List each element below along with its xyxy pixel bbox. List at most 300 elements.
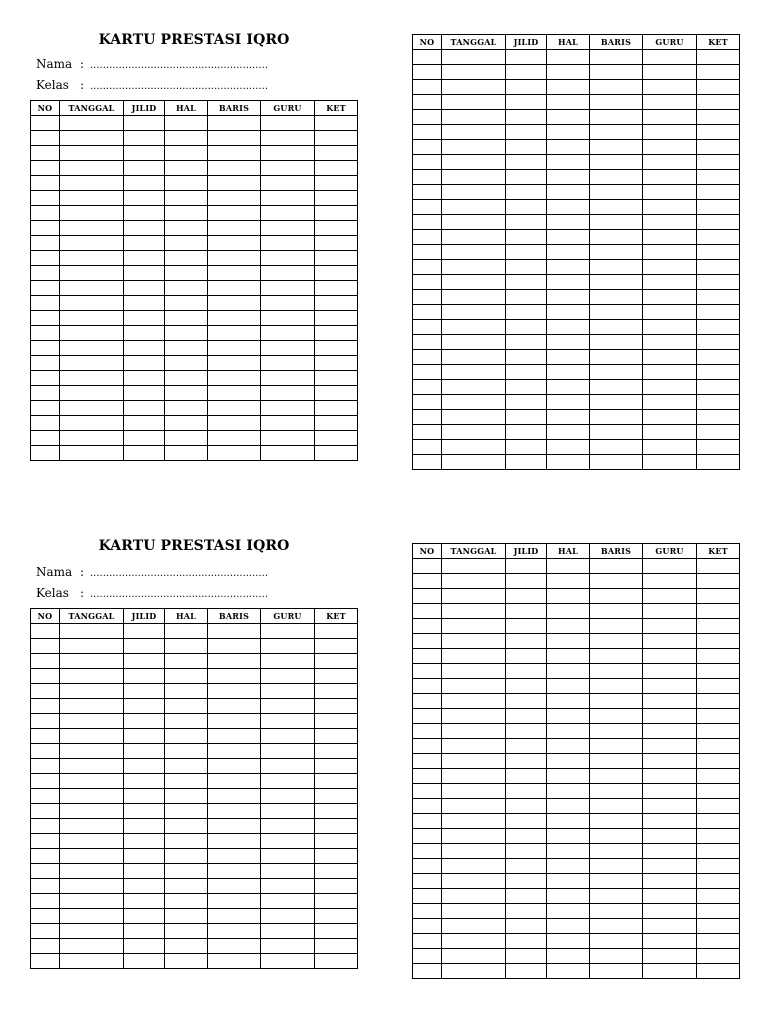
cell-hal[interactable]: [165, 266, 208, 281]
cell-baris[interactable]: [208, 789, 261, 804]
cell-tanggal[interactable]: [442, 559, 506, 574]
cell-jilid[interactable]: [506, 170, 547, 185]
cell-baris[interactable]: [208, 431, 261, 446]
cell-baris[interactable]: [590, 694, 643, 709]
cell-tanggal[interactable]: [60, 221, 124, 236]
cell-guru[interactable]: [643, 80, 697, 95]
cell-tanggal[interactable]: [60, 191, 124, 206]
cell-ket[interactable]: [315, 804, 358, 819]
cell-jilid[interactable]: [506, 65, 547, 80]
cell-no[interactable]: [413, 709, 442, 724]
cell-tanggal[interactable]: [442, 724, 506, 739]
cell-guru[interactable]: [261, 879, 315, 894]
cell-no[interactable]: [413, 634, 442, 649]
cell-tanggal[interactable]: [442, 844, 506, 859]
cell-baris[interactable]: [590, 664, 643, 679]
cell-no[interactable]: [413, 305, 442, 320]
cell-no[interactable]: [413, 604, 442, 619]
cell-baris[interactable]: [590, 260, 643, 275]
cell-guru[interactable]: [261, 699, 315, 714]
cell-guru[interactable]: [643, 754, 697, 769]
cell-baris[interactable]: [208, 834, 261, 849]
cell-ket[interactable]: [315, 266, 358, 281]
cell-hal[interactable]: [165, 296, 208, 311]
cell-jilid[interactable]: [506, 395, 547, 410]
cell-baris[interactable]: [208, 161, 261, 176]
cell-baris[interactable]: [208, 146, 261, 161]
cell-jilid[interactable]: [506, 709, 547, 724]
cell-guru[interactable]: [643, 949, 697, 964]
cell-guru[interactable]: [643, 859, 697, 874]
cell-guru[interactable]: [261, 954, 315, 969]
cell-jilid[interactable]: [506, 230, 547, 245]
cell-hal[interactable]: [165, 864, 208, 879]
cell-no[interactable]: [413, 380, 442, 395]
cell-guru[interactable]: [261, 131, 315, 146]
cell-tanggal[interactable]: [442, 619, 506, 634]
cell-guru[interactable]: [261, 386, 315, 401]
cell-jilid[interactable]: [506, 739, 547, 754]
cell-jilid[interactable]: [124, 386, 165, 401]
cell-guru[interactable]: [643, 934, 697, 949]
cell-hal[interactable]: [165, 639, 208, 654]
cell-guru[interactable]: [643, 50, 697, 65]
cell-no[interactable]: [413, 844, 442, 859]
cell-baris[interactable]: [208, 281, 261, 296]
cell-hal[interactable]: [547, 170, 590, 185]
cell-hal[interactable]: [547, 574, 590, 589]
cell-baris[interactable]: [590, 440, 643, 455]
cell-baris[interactable]: [208, 416, 261, 431]
cell-hal[interactable]: [547, 350, 590, 365]
cell-ket[interactable]: [697, 649, 740, 664]
cell-baris[interactable]: [590, 185, 643, 200]
cell-no[interactable]: [413, 574, 442, 589]
cell-no[interactable]: [413, 425, 442, 440]
cell-jilid[interactable]: [506, 260, 547, 275]
cell-ket[interactable]: [697, 559, 740, 574]
cell-ket[interactable]: [315, 371, 358, 386]
cell-guru[interactable]: [643, 215, 697, 230]
cell-hal[interactable]: [547, 65, 590, 80]
cell-baris[interactable]: [590, 739, 643, 754]
cell-baris[interactable]: [208, 266, 261, 281]
cell-jilid[interactable]: [506, 769, 547, 784]
cell-tanggal[interactable]: [442, 634, 506, 649]
cell-guru[interactable]: [643, 185, 697, 200]
cell-tanggal[interactable]: [442, 739, 506, 754]
cell-tanggal[interactable]: [60, 774, 124, 789]
cell-no[interactable]: [413, 50, 442, 65]
cell-ket[interactable]: [315, 654, 358, 669]
cell-baris[interactable]: [590, 589, 643, 604]
cell-guru[interactable]: [261, 281, 315, 296]
cell-no[interactable]: [31, 654, 60, 669]
cell-tanggal[interactable]: [442, 50, 506, 65]
cell-tanggal[interactable]: [60, 669, 124, 684]
cell-hal[interactable]: [547, 694, 590, 709]
cell-guru[interactable]: [643, 769, 697, 784]
cell-tanggal[interactable]: [60, 624, 124, 639]
cell-no[interactable]: [413, 365, 442, 380]
cell-baris[interactable]: [208, 386, 261, 401]
cell-jilid[interactable]: [506, 455, 547, 470]
cell-baris[interactable]: [590, 859, 643, 874]
cell-guru[interactable]: [643, 889, 697, 904]
cell-jilid[interactable]: [124, 714, 165, 729]
cell-no[interactable]: [31, 191, 60, 206]
cell-guru[interactable]: [261, 221, 315, 236]
cell-tanggal[interactable]: [442, 814, 506, 829]
cell-jilid[interactable]: [506, 425, 547, 440]
cell-guru[interactable]: [261, 251, 315, 266]
cell-guru[interactable]: [261, 116, 315, 131]
cell-ket[interactable]: [315, 296, 358, 311]
cell-hal[interactable]: [165, 789, 208, 804]
cell-guru[interactable]: [643, 709, 697, 724]
cell-baris[interactable]: [208, 131, 261, 146]
cell-ket[interactable]: [315, 416, 358, 431]
cell-guru[interactable]: [643, 245, 697, 260]
cell-tanggal[interactable]: [442, 874, 506, 889]
cell-no[interactable]: [413, 829, 442, 844]
cell-jilid[interactable]: [506, 275, 547, 290]
cell-tanggal[interactable]: [60, 804, 124, 819]
cell-no[interactable]: [413, 859, 442, 874]
cell-jilid[interactable]: [124, 924, 165, 939]
cell-ket[interactable]: [697, 784, 740, 799]
cell-tanggal[interactable]: [442, 380, 506, 395]
cell-tanggal[interactable]: [60, 639, 124, 654]
cell-hal[interactable]: [547, 829, 590, 844]
cell-ket[interactable]: [697, 320, 740, 335]
cell-hal[interactable]: [547, 859, 590, 874]
cell-tanggal[interactable]: [60, 236, 124, 251]
cell-tanggal[interactable]: [60, 894, 124, 909]
cell-no[interactable]: [31, 669, 60, 684]
cell-tanggal[interactable]: [442, 110, 506, 125]
cell-ket[interactable]: [697, 814, 740, 829]
cell-no[interactable]: [31, 371, 60, 386]
cell-tanggal[interactable]: [60, 161, 124, 176]
cell-jilid[interactable]: [124, 834, 165, 849]
cell-hal[interactable]: [547, 709, 590, 724]
cell-baris[interactable]: [590, 140, 643, 155]
cell-tanggal[interactable]: [442, 185, 506, 200]
cell-no[interactable]: [31, 116, 60, 131]
cell-hal[interactable]: [547, 80, 590, 95]
cell-guru[interactable]: [643, 904, 697, 919]
cell-guru[interactable]: [643, 844, 697, 859]
cell-tanggal[interactable]: [60, 401, 124, 416]
cell-no[interactable]: [31, 804, 60, 819]
cell-ket[interactable]: [697, 769, 740, 784]
cell-guru[interactable]: [643, 440, 697, 455]
cell-tanggal[interactable]: [60, 849, 124, 864]
cell-no[interactable]: [31, 446, 60, 461]
cell-no[interactable]: [31, 774, 60, 789]
cell-ket[interactable]: [315, 206, 358, 221]
cell-no[interactable]: [413, 664, 442, 679]
cell-hal[interactable]: [165, 699, 208, 714]
cell-ket[interactable]: [697, 634, 740, 649]
cell-no[interactable]: [413, 290, 442, 305]
cell-hal[interactable]: [547, 889, 590, 904]
cell-tanggal[interactable]: [60, 131, 124, 146]
cell-tanggal[interactable]: [442, 140, 506, 155]
cell-baris[interactable]: [208, 804, 261, 819]
cell-hal[interactable]: [165, 684, 208, 699]
cell-baris[interactable]: [590, 754, 643, 769]
cell-ket[interactable]: [315, 221, 358, 236]
cell-tanggal[interactable]: [442, 425, 506, 440]
cell-ket[interactable]: [697, 589, 740, 604]
cell-baris[interactable]: [590, 799, 643, 814]
cell-jilid[interactable]: [124, 401, 165, 416]
cell-hal[interactable]: [165, 759, 208, 774]
cell-no[interactable]: [31, 744, 60, 759]
cell-ket[interactable]: [315, 699, 358, 714]
cell-guru[interactable]: [261, 371, 315, 386]
cell-tanggal[interactable]: [442, 904, 506, 919]
cell-hal[interactable]: [165, 356, 208, 371]
cell-ket[interactable]: [697, 95, 740, 110]
cell-jilid[interactable]: [124, 789, 165, 804]
cell-hal[interactable]: [165, 116, 208, 131]
cell-jilid[interactable]: [506, 125, 547, 140]
cell-ket[interactable]: [697, 904, 740, 919]
kelas-blank[interactable]: ........................................................: [90, 589, 269, 600]
cell-jilid[interactable]: [506, 290, 547, 305]
cell-no[interactable]: [31, 789, 60, 804]
cell-ket[interactable]: [697, 395, 740, 410]
cell-ket[interactable]: [315, 639, 358, 654]
cell-hal[interactable]: [547, 260, 590, 275]
cell-ket[interactable]: [315, 909, 358, 924]
cell-no[interactable]: [31, 416, 60, 431]
cell-no[interactable]: [31, 236, 60, 251]
cell-baris[interactable]: [208, 744, 261, 759]
cell-jilid[interactable]: [506, 874, 547, 889]
cell-jilid[interactable]: [506, 964, 547, 979]
cell-tanggal[interactable]: [442, 95, 506, 110]
cell-ket[interactable]: [315, 714, 358, 729]
cell-ket[interactable]: [697, 949, 740, 964]
cell-tanggal[interactable]: [60, 864, 124, 879]
cell-ket[interactable]: [697, 380, 740, 395]
cell-baris[interactable]: [208, 954, 261, 969]
cell-guru[interactable]: [643, 829, 697, 844]
cell-guru[interactable]: [261, 909, 315, 924]
cell-no[interactable]: [31, 759, 60, 774]
cell-ket[interactable]: [697, 275, 740, 290]
cell-baris[interactable]: [590, 320, 643, 335]
cell-hal[interactable]: [165, 311, 208, 326]
cell-jilid[interactable]: [124, 624, 165, 639]
cell-no[interactable]: [31, 341, 60, 356]
cell-guru[interactable]: [261, 759, 315, 774]
cell-hal[interactable]: [547, 440, 590, 455]
cell-jilid[interactable]: [506, 904, 547, 919]
cell-ket[interactable]: [697, 185, 740, 200]
cell-baris[interactable]: [590, 604, 643, 619]
cell-ket[interactable]: [697, 694, 740, 709]
cell-jilid[interactable]: [124, 176, 165, 191]
cell-jilid[interactable]: [124, 311, 165, 326]
cell-tanggal[interactable]: [60, 266, 124, 281]
cell-tanggal[interactable]: [442, 934, 506, 949]
cell-tanggal[interactable]: [60, 356, 124, 371]
cell-hal[interactable]: [165, 909, 208, 924]
cell-ket[interactable]: [315, 431, 358, 446]
cell-tanggal[interactable]: [442, 365, 506, 380]
cell-ket[interactable]: [315, 341, 358, 356]
cell-no[interactable]: [413, 215, 442, 230]
cell-no[interactable]: [413, 350, 442, 365]
cell-baris[interactable]: [590, 125, 643, 140]
cell-guru[interactable]: [261, 161, 315, 176]
cell-hal[interactable]: [165, 654, 208, 669]
cell-ket[interactable]: [315, 236, 358, 251]
cell-tanggal[interactable]: [442, 440, 506, 455]
cell-ket[interactable]: [315, 116, 358, 131]
cell-jilid[interactable]: [124, 266, 165, 281]
cell-ket[interactable]: [697, 425, 740, 440]
cell-guru[interactable]: [643, 814, 697, 829]
cell-tanggal[interactable]: [60, 939, 124, 954]
cell-hal[interactable]: [165, 774, 208, 789]
cell-jilid[interactable]: [506, 185, 547, 200]
cell-guru[interactable]: [261, 819, 315, 834]
cell-baris[interactable]: [208, 894, 261, 909]
cell-guru[interactable]: [643, 140, 697, 155]
cell-baris[interactable]: [208, 116, 261, 131]
cell-hal[interactable]: [547, 275, 590, 290]
cell-baris[interactable]: [590, 305, 643, 320]
cell-ket[interactable]: [697, 709, 740, 724]
cell-no[interactable]: [413, 260, 442, 275]
cell-no[interactable]: [413, 230, 442, 245]
cell-jilid[interactable]: [124, 669, 165, 684]
cell-tanggal[interactable]: [60, 654, 124, 669]
cell-jilid[interactable]: [124, 116, 165, 131]
cell-tanggal[interactable]: [442, 230, 506, 245]
cell-jilid[interactable]: [506, 50, 547, 65]
cell-baris[interactable]: [590, 919, 643, 934]
cell-tanggal[interactable]: [442, 949, 506, 964]
cell-baris[interactable]: [208, 326, 261, 341]
cell-jilid[interactable]: [506, 859, 547, 874]
cell-tanggal[interactable]: [60, 371, 124, 386]
cell-jilid[interactable]: [124, 744, 165, 759]
cell-tanggal[interactable]: [60, 146, 124, 161]
cell-baris[interactable]: [590, 410, 643, 425]
cell-ket[interactable]: [697, 155, 740, 170]
cell-tanggal[interactable]: [60, 789, 124, 804]
cell-baris[interactable]: [208, 176, 261, 191]
cell-ket[interactable]: [315, 939, 358, 954]
cell-jilid[interactable]: [124, 654, 165, 669]
cell-tanggal[interactable]: [442, 829, 506, 844]
cell-no[interactable]: [413, 245, 442, 260]
cell-no[interactable]: [31, 266, 60, 281]
cell-guru[interactable]: [261, 774, 315, 789]
cell-hal[interactable]: [547, 679, 590, 694]
cell-tanggal[interactable]: [442, 604, 506, 619]
cell-jilid[interactable]: [124, 804, 165, 819]
cell-baris[interactable]: [590, 619, 643, 634]
cell-guru[interactable]: [643, 694, 697, 709]
cell-hal[interactable]: [165, 146, 208, 161]
cell-guru[interactable]: [261, 146, 315, 161]
cell-hal[interactable]: [165, 326, 208, 341]
cell-tanggal[interactable]: [442, 170, 506, 185]
cell-ket[interactable]: [697, 919, 740, 934]
cell-baris[interactable]: [590, 65, 643, 80]
cell-baris[interactable]: [590, 275, 643, 290]
cell-no[interactable]: [31, 879, 60, 894]
cell-no[interactable]: [413, 904, 442, 919]
cell-hal[interactable]: [165, 954, 208, 969]
cell-hal[interactable]: [547, 619, 590, 634]
cell-ket[interactable]: [315, 326, 358, 341]
cell-ket[interactable]: [315, 774, 358, 789]
cell-no[interactable]: [413, 320, 442, 335]
cell-hal[interactable]: [547, 125, 590, 140]
cell-hal[interactable]: [547, 919, 590, 934]
cell-baris[interactable]: [590, 874, 643, 889]
cell-ket[interactable]: [697, 889, 740, 904]
cell-ket[interactable]: [315, 624, 358, 639]
cell-guru[interactable]: [643, 964, 697, 979]
cell-jilid[interactable]: [506, 919, 547, 934]
cell-jilid[interactable]: [124, 371, 165, 386]
cell-hal[interactable]: [165, 401, 208, 416]
cell-guru[interactable]: [643, 125, 697, 140]
cell-baris[interactable]: [590, 769, 643, 784]
cell-tanggal[interactable]: [60, 744, 124, 759]
cell-no[interactable]: [413, 589, 442, 604]
cell-jilid[interactable]: [506, 799, 547, 814]
cell-baris[interactable]: [590, 200, 643, 215]
cell-guru[interactable]: [643, 290, 697, 305]
cell-tanggal[interactable]: [442, 754, 506, 769]
cell-no[interactable]: [413, 65, 442, 80]
cell-hal[interactable]: [165, 431, 208, 446]
cell-jilid[interactable]: [124, 446, 165, 461]
cell-no[interactable]: [413, 95, 442, 110]
cell-guru[interactable]: [643, 589, 697, 604]
cell-hal[interactable]: [165, 834, 208, 849]
cell-jilid[interactable]: [506, 949, 547, 964]
cell-hal[interactable]: [547, 245, 590, 260]
cell-tanggal[interactable]: [60, 311, 124, 326]
cell-jilid[interactable]: [124, 356, 165, 371]
cell-ket[interactable]: [315, 161, 358, 176]
cell-jilid[interactable]: [124, 281, 165, 296]
cell-baris[interactable]: [590, 649, 643, 664]
cell-guru[interactable]: [261, 416, 315, 431]
cell-guru[interactable]: [643, 425, 697, 440]
cell-baris[interactable]: [590, 155, 643, 170]
cell-hal[interactable]: [547, 155, 590, 170]
cell-no[interactable]: [413, 395, 442, 410]
cell-tanggal[interactable]: [442, 889, 506, 904]
cell-tanggal[interactable]: [60, 909, 124, 924]
cell-hal[interactable]: [547, 305, 590, 320]
cell-tanggal[interactable]: [60, 251, 124, 266]
cell-guru[interactable]: [643, 574, 697, 589]
